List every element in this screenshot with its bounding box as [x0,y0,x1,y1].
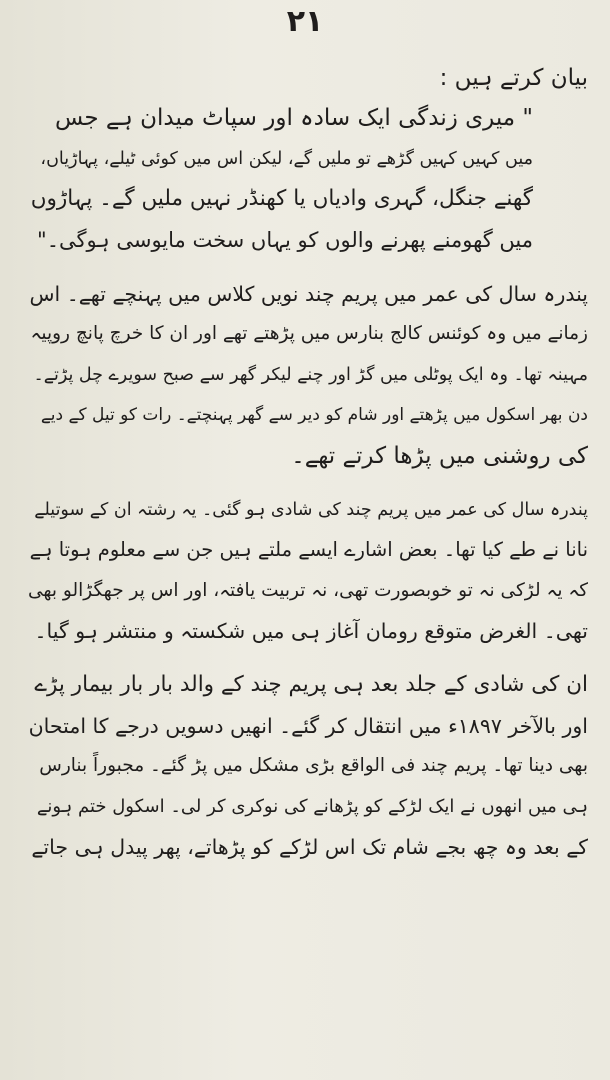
page-text [28,58,588,867]
text-line: کے بعد وہ چھ بجے شام تک اس لڑکے کو پڑھاتے، پھر پیدل ہی جاتے [31,835,588,860]
quote-line: میں کہیں کہیں گڑھے تو ملیں گے، لیکن اس میں کوئی ٹیلے، پہاڑیاں، [40,148,533,169]
text-line: نانا نے طے کیا تھا۔ بعض اشارے ایسے ملتے ہیں جن سے معلوم ہوتا ہے [29,538,588,562]
paragraph-1 [28,274,588,476]
text-line: کہ یہ لڑکی نہ تو خوبصورت تھی، نہ تربیت یافتہ، اور اس پر جھگڑالو بھی [28,579,588,601]
text-line: پندرہ سال کی عمر میں پریم چند نویں کلاس میں پہنچے تھے۔ اس [29,281,588,306]
quote-line: گھنے جنگل، گہری وادیاں یا کھنڈر نہیں ملیں گے۔ پہاڑوں [30,186,533,212]
paragraph-3 [28,665,588,867]
text-line: دن بھر اسکول میں پڑھتے اور شام کو دیر سے گھر پہنچتے۔ رات کو تیل کے دیے [40,405,588,426]
text-line: بھی دینا تھا۔ پریم چند فی الواقع بڑی مشکل میں پڑ گئے۔ مجبوراً بنارس [39,755,588,777]
text-line: کی روشنی میں پڑھا کرتے تھے۔ [291,442,588,469]
quote-line: " میری زندگی ایک سادہ اور سپاٹ میدان ہے جس [55,105,533,132]
text-line: تھی۔ الغرض متوقع رومان آغاز ہی میں شکستہ و منتشر ہو گیا۔ [34,619,588,644]
text-line: پندرہ سال کی عمر میں پریم چند کی شادی ہو گئی۔ یہ رشتہ ان کے سوتیلے [34,499,588,520]
text-line: اور بالآخر ۱۸۹۷ء میں انتقال کر گئے۔ انھیں دسویں درجے کا امتحان [28,713,588,738]
text-line: زمانے میں وہ کوئنس کالج بنارس میں پڑھتے تھے اور ان کا خرچ پانچ روپیہ [30,323,588,345]
intro-line: بیان کرتے ہیں : [439,65,588,91]
page-number: ۲۱ [286,4,324,39]
paragraph-2 [28,490,588,652]
quote-line: میں گھومنے پھرنے والوں کو یہاں سخت مایوسی ہوگی۔" [37,227,533,252]
text-line: ان کی شادی کے جلد بعد ہی پریم چند کے والد بار بار بیمار پڑے [34,672,588,698]
text-line: مہینہ تھا۔ وہ ایک پوٹلی میں گڑ اور چنے لیکر گھر سے صبح سویرے چل پڑتے۔ [33,364,588,385]
block-quote [28,98,588,260]
text-line: ہی میں انھوں نے ایک لڑکے کو پڑھانے کی نوکری کر لی۔ اسکول ختم ہونے [36,795,588,817]
